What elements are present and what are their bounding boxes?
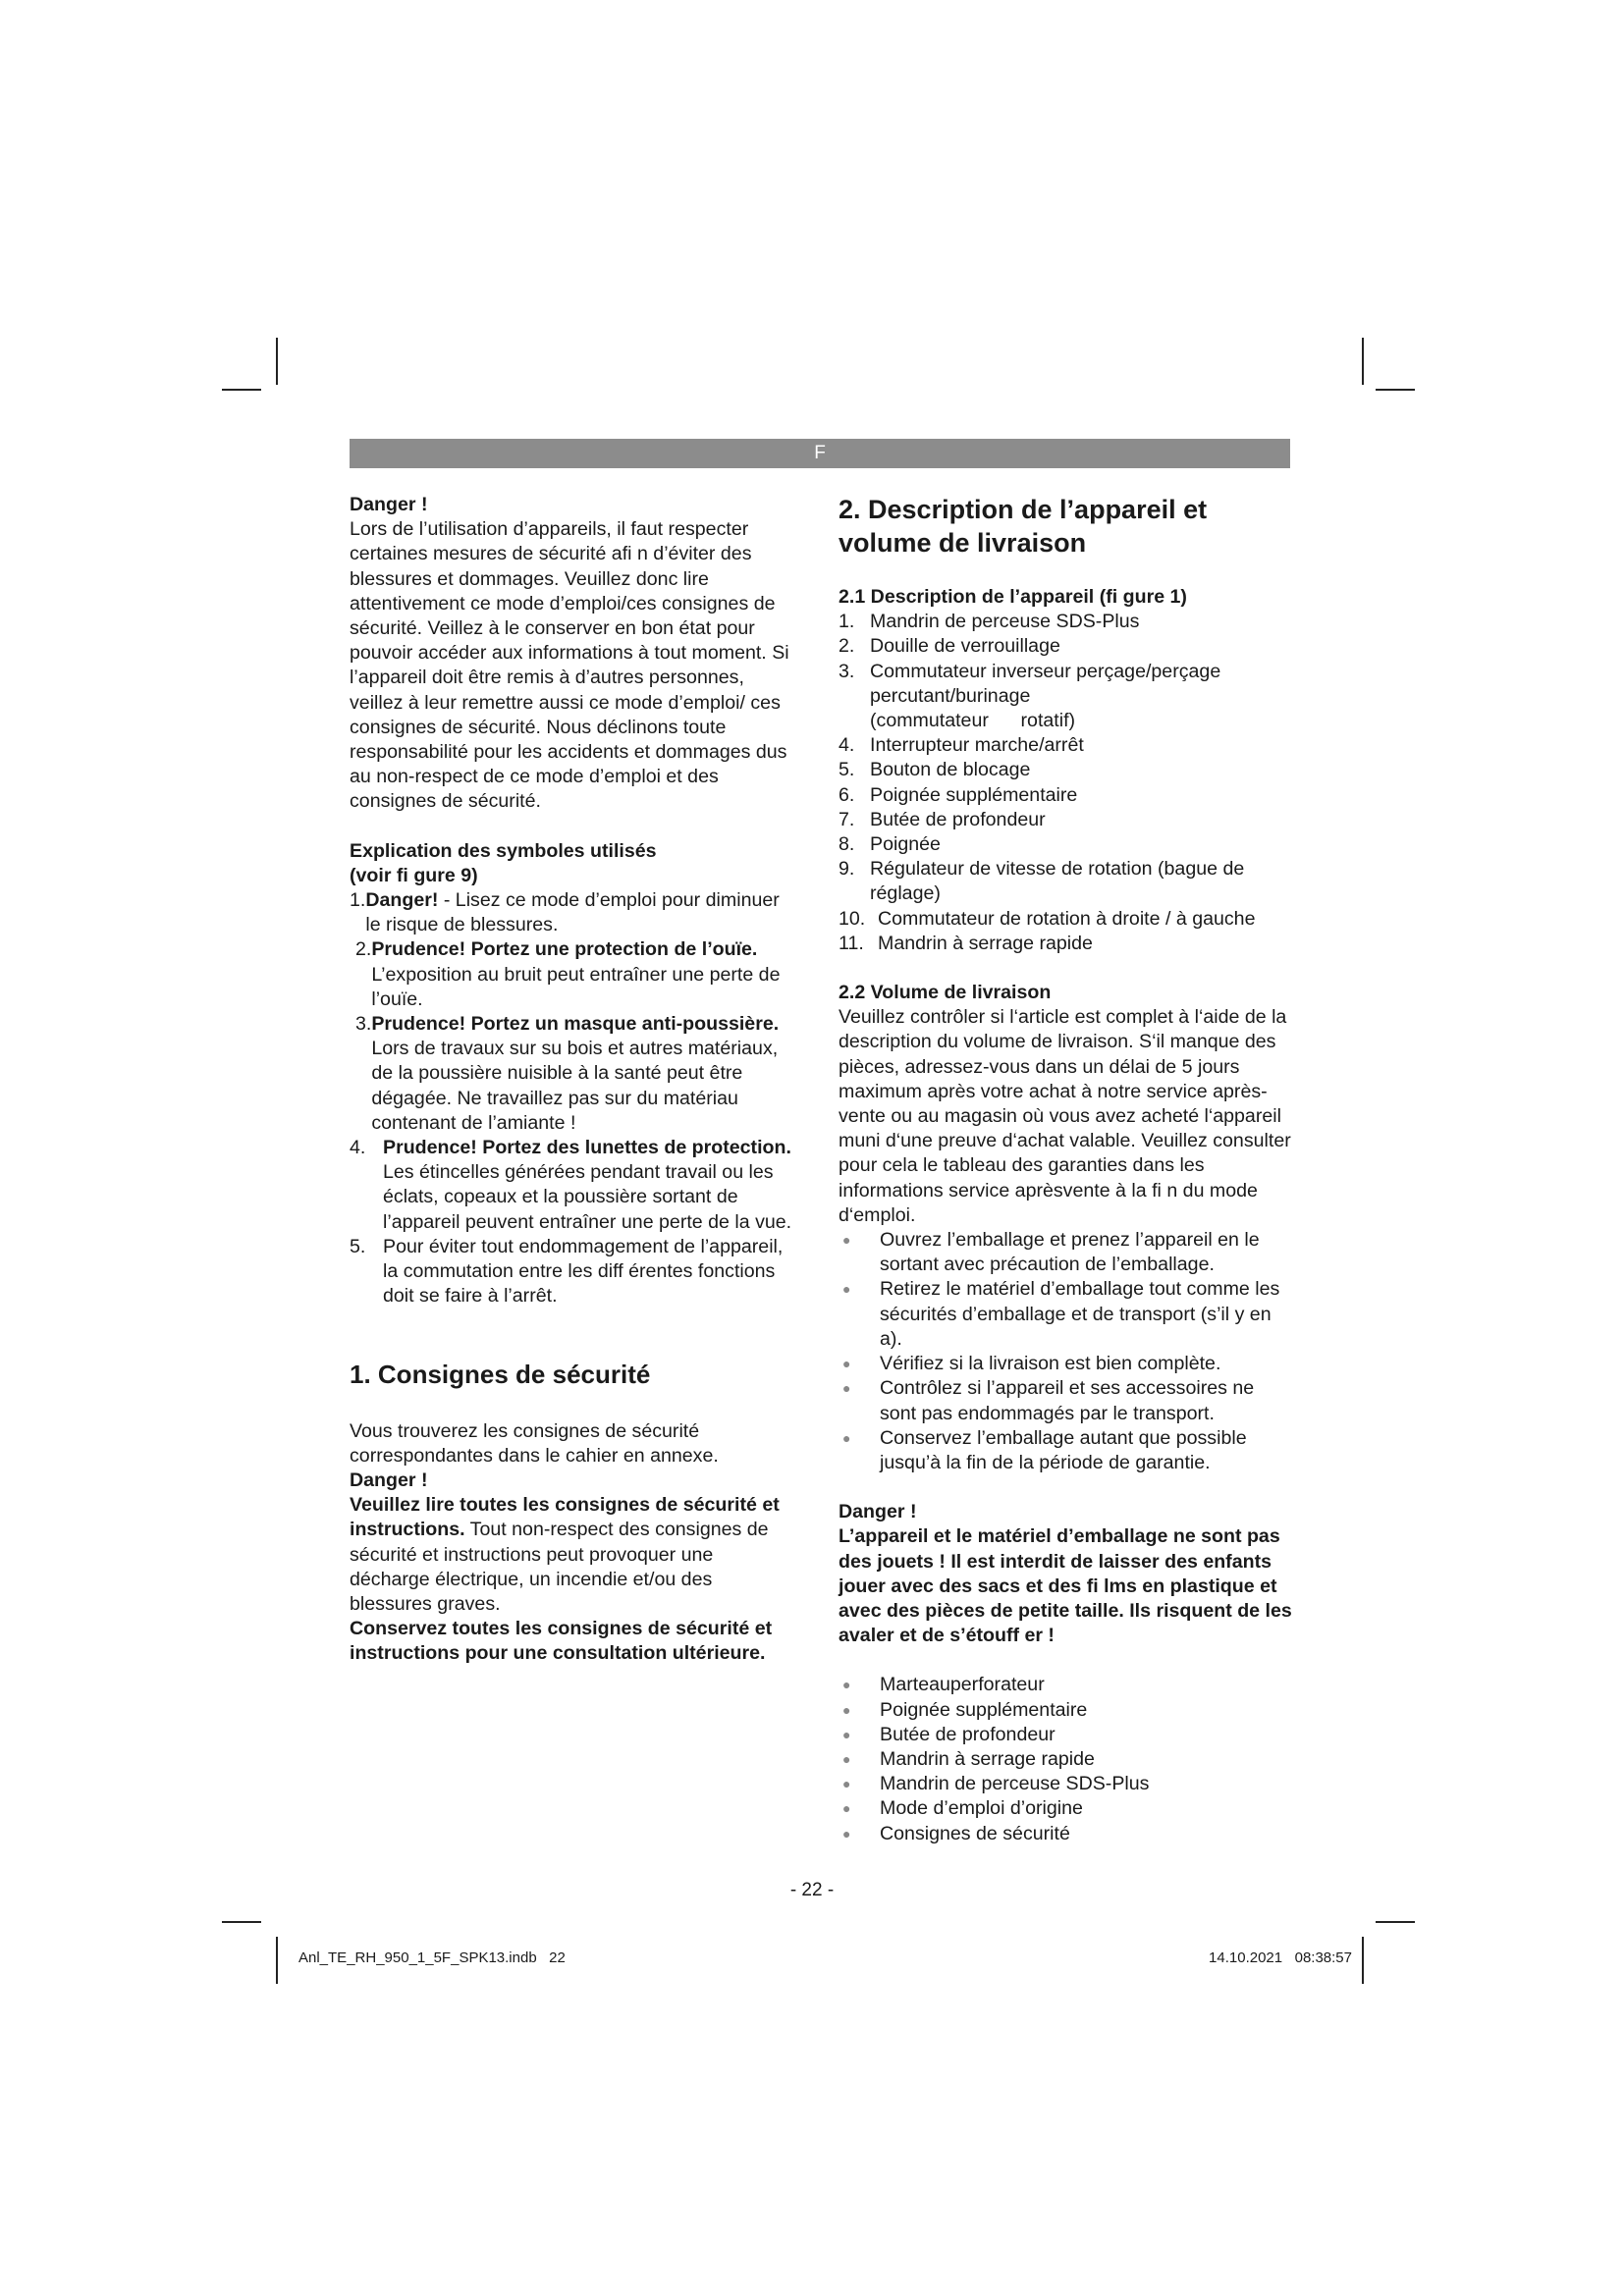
crop-mark [1376, 389, 1415, 391]
delivery-contents-list [839, 1673, 1292, 1845]
content-item [839, 1698, 1292, 1723]
symbol-number: 2. [355, 938, 372, 961]
content-item [839, 1747, 1292, 1772]
part-label: Butée de profondeur [870, 808, 1046, 830]
bullet-icon: ● [842, 1677, 851, 1693]
part-label: Douille de verrouillage [870, 635, 1060, 658]
bullet-icon: ● [842, 1776, 851, 1792]
language-header-bar [350, 439, 1290, 468]
symbols-list [350, 888, 797, 1308]
safety-heading: 1. Consignes de sécurité [350, 1359, 651, 1389]
content-item [839, 1796, 1292, 1821]
content-label: Marteauperforateur [880, 1674, 1045, 1696]
crop-mark [222, 1921, 261, 1923]
part-item [839, 733, 1292, 758]
symbol-text: Pour éviter tout endommagement de l’appareil, la commutation entre les diff érentes fonctions doit se faire à l’arrêt. [383, 1235, 784, 1308]
bullet-icon: ● [842, 1232, 851, 1249]
symbol-item [350, 1012, 797, 1136]
symbol-number: 1. [350, 889, 366, 912]
safety-danger-title: Danger ! [350, 1468, 428, 1491]
part-number: 4. [839, 734, 855, 757]
symbol-bold: Danger! [365, 889, 439, 912]
symbol-number: 5. [350, 1235, 366, 1257]
part-number: 5. [839, 759, 855, 781]
step-text: Contrôlez si l’appareil et ses accessoires ne sont pas endommagés par le transport. [880, 1377, 1255, 1424]
crop-mark [222, 389, 261, 391]
crop-mark [1362, 338, 1364, 385]
part-item [839, 634, 1292, 659]
symbol-text: - Lisez ce mode d’emploi pour diminuer le risque de blessures. [365, 889, 780, 936]
safety-warning-text: Tout non-respect des consignes de sécurité et instructions peut provoquer une décharge électrique, un incendie et/ou des blessures graves. [350, 1519, 769, 1615]
bullet-icon: ● [842, 1825, 851, 1842]
safety-bold-text: Veuillez lire toutes les consignes de sécurité et instructions. [350, 1494, 780, 1541]
symbol-bold: Prudence! Portez des lunettes de protection. [383, 1137, 791, 1159]
part-item [839, 783, 1292, 808]
part-number: 7. [839, 808, 855, 830]
part-label: Commutateur inverseur perçage/perçage percutant/burinage [870, 660, 1221, 707]
part-label: Commutateur de rotation à droite / à gauche [878, 907, 1256, 930]
description-heading: 2. Description de l’appareil et volume de livraison [839, 495, 1208, 558]
bullet-icon: ● [842, 1726, 851, 1742]
symbol-text: L’exposition au bruit peut entraîner une perte de l’ouïe. [371, 963, 781, 1010]
crop-mark [1376, 1921, 1415, 1923]
part-item [839, 857, 1292, 906]
part-label: Interrupteur marche/arrêt [870, 734, 1084, 757]
step-item [839, 1277, 1292, 1352]
bullet-icon: ● [842, 1281, 851, 1298]
symbol-item [350, 1235, 797, 1309]
bullet-icon: ● [842, 1701, 851, 1718]
symbol-text: Lors de travaux sur su bois et autres matériaux, de la poussière nuisible à la santé peut être dégagée. Ne travaillez pas sur du matériau contenant de l’amiante ! [371, 1038, 779, 1134]
right-column [839, 493, 1292, 1846]
parts-list [839, 610, 1292, 956]
part-sublabel: (commutateur rotatif) [870, 710, 1076, 732]
part-item [839, 932, 1292, 956]
part-number: 2. [839, 635, 855, 658]
symbol-item [350, 888, 797, 937]
part-number: 9. [839, 858, 855, 881]
symbols-title: Explication des symboles utilisés [350, 839, 657, 862]
symbol-number: 4. [350, 1137, 366, 1159]
delivery-subheading: 2.2 Volume de livraison [839, 982, 1052, 1004]
step-text: Ouvrez l’emballage et prenez l’appareil en le sortant avec précaution de l’emballage. [880, 1229, 1260, 1276]
content-label: Mandrin de perceuse SDS-Plus [880, 1773, 1150, 1795]
part-label: Poignée supplémentaire [870, 783, 1078, 806]
part-item [839, 832, 1292, 857]
crop-mark [276, 338, 278, 385]
symbol-bold: Prudence! Portez une protection de l’ouïe. [371, 938, 758, 961]
part-item [839, 808, 1292, 832]
description-subheading: 2.1 Description de l’appareil (fi gure 1) [839, 586, 1187, 608]
page-number: - 22 - [789, 1880, 835, 1900]
part-number: 6. [839, 783, 855, 806]
part-number: 3. [839, 660, 855, 682]
content-label: Butée de profondeur [880, 1723, 1056, 1745]
step-text: Retirez le matériel d’emballage tout comme les sécurités d’emballage et de transport (s’il y en a). [880, 1278, 1280, 1350]
part-label: Bouton de blocage [870, 759, 1031, 781]
symbol-number: 3. [355, 1013, 372, 1036]
safety-text: Vous trouverez les consignes de sécurité correspondantes dans le cahier en annexe. [350, 1419, 719, 1467]
symbol-text: Les étincelles générées pendant travail ou les éclats, copeaux et la poussière sortant de l’appareil peuvent entraîner une perte de la vue. [383, 1161, 792, 1233]
bullet-icon: ● [842, 1800, 851, 1817]
footer-file-name: Anl_TE_RH_950_1_5F_SPK13.indb 22 [298, 1949, 566, 1966]
part-number: 10. [839, 907, 866, 930]
danger-warning-text: L’appareil et le matériel d’emballage ne sont pas des jouets ! Il est interdit de laisser des enfants jouer avec des sacs et des fi lms en plastique et avec des pièces de petite taille. Ils risquent de les avaler et de s’étouff er ! [839, 1525, 1292, 1647]
part-number: 11. [839, 932, 864, 954]
part-item [839, 610, 1292, 634]
part-label: Régulateur de vitesse de rotation (bague de réglage) [870, 858, 1245, 905]
part-label: Mandrin de perceuse SDS-Plus [870, 611, 1140, 633]
bullet-icon: ● [842, 1356, 851, 1372]
part-label: Mandrin à serrage rapide [878, 932, 1093, 954]
symbols-title-figure: (voir fi gure 9) [350, 864, 478, 886]
safety-warning-paragraph [350, 1493, 797, 1617]
content-label: Poignée supplémentaire [880, 1698, 1088, 1721]
part-number: 1. [839, 611, 855, 633]
symbol-item [350, 937, 797, 1012]
part-item [839, 758, 1292, 782]
bullet-icon: ● [842, 1380, 851, 1397]
content-label: Mandrin à serrage rapide [880, 1747, 1095, 1770]
crop-mark [276, 1937, 278, 1984]
step-item [839, 1376, 1292, 1425]
symbol-bold: Prudence! Portez un masque anti-poussière. [371, 1013, 780, 1036]
content-label: Consignes de sécurité [880, 1822, 1070, 1844]
content-item [839, 1673, 1292, 1697]
part-number: 8. [839, 833, 855, 856]
symbol-item [350, 1136, 797, 1235]
safety-keep-instructions: Conservez toutes les consignes de sécurité et instructions pour une consultation ultérieure. [350, 1618, 773, 1665]
unpacking-steps [839, 1228, 1292, 1475]
step-item [839, 1228, 1292, 1277]
intro-title: Danger ! [350, 494, 428, 515]
step-text: Vérifiez si la livraison est bien complète. [880, 1353, 1221, 1375]
left-column [350, 493, 797, 1667]
content-item [839, 1822, 1292, 1846]
part-label: Poignée [870, 833, 941, 856]
danger-title: Danger ! [839, 1501, 917, 1523]
part-item [839, 907, 1292, 932]
crop-mark [1362, 1937, 1364, 1984]
content-item [839, 1772, 1292, 1796]
language-tab-label: F [814, 443, 826, 463]
step-text: Conservez l’emballage autant que possible jusqu’à la fin de la période de garantie. [880, 1426, 1247, 1473]
step-item [839, 1352, 1292, 1376]
content-label: Mode d’emploi d’origine [880, 1797, 1083, 1820]
intro-text: Lors de l’utilisation d’appareils, il faut respecter certaines mesures de sécurité afi n d’éviter des blessures et dommages. Veuillez donc lire attentivement ce mode d’emploi/ces consignes de sécurité. Veillez à le conserver en bon état pour pouvoir accéder aux informations à tout moment. Si l’appareil doit être remis à d’autres personnes, veillez à leur remettre aussi ce mode d’emploi/ ces consignes de sécurité. Nous déclinons toute responsabilité pour les accidents et dommages dus au non-respect de ce mode d’emploi et des consignes de sécurité. [350, 518, 789, 813]
bullet-icon: ● [842, 1429, 851, 1446]
footer-timestamp: 14.10.2021 08:38:57 [1209, 1949, 1352, 1966]
bullet-icon: ● [842, 1750, 851, 1767]
part-item [839, 660, 1292, 734]
delivery-text: Veuillez contrôler si l‘article est complet à l‘aide de la description du volume de livraison. S‘il manque des pièces, adressez-vous dans un délai de 5 jours maximum après votre achat à notre service après-vente ou au magasin où vous avez acheté l‘appareil muni d‘une preuve d‘achat valable. Veuillez consulter pour cela le tableau des garanties dans les informations service aprèsvente à la fi n du mode d‘emploi. [839, 1006, 1291, 1226]
step-item [839, 1426, 1292, 1475]
content-item [839, 1723, 1292, 1747]
